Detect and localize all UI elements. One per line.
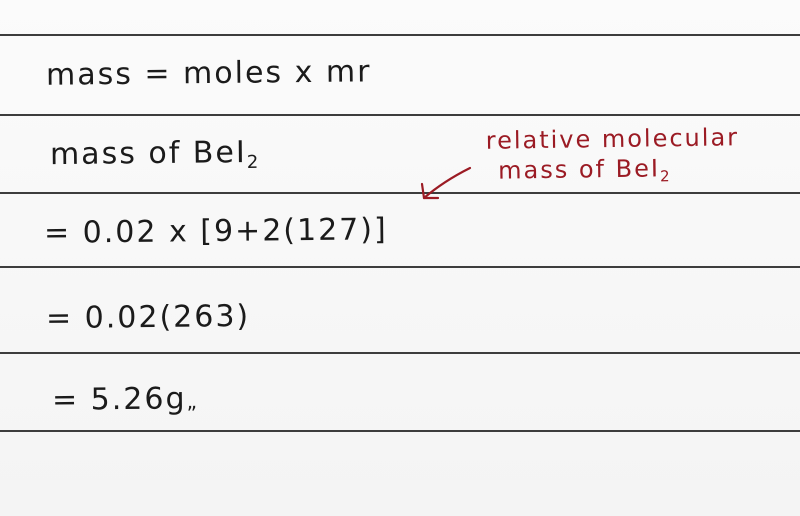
mass-of-text: mass of BeI <box>49 135 247 173</box>
step2-line <box>46 299 250 336</box>
formula-line <box>46 54 372 92</box>
ruled-line <box>0 114 800 116</box>
result-text: = 5.26g <box>51 381 187 418</box>
annotation-line2-wrap <box>486 152 740 194</box>
annotation-line1: relative molecular <box>485 123 740 155</box>
step1-text: = 0.02 x [9+2(127)] <box>43 212 388 251</box>
ruled-line <box>0 430 800 432</box>
step2-text: = 0.02(263) <box>45 298 251 337</box>
annotation-note <box>486 122 740 194</box>
result-line <box>52 381 199 418</box>
formula-text: mass = moles x mr <box>45 54 372 93</box>
ruled-line <box>0 34 800 36</box>
annotation-line2: mass of BeI <box>497 154 661 185</box>
ruled-line <box>0 192 800 194</box>
annotation-arrow-icon <box>414 160 474 206</box>
mass-of-subscript: 2 <box>246 151 259 174</box>
ruled-line <box>0 266 800 268</box>
ruled-line <box>0 352 800 354</box>
step1-line <box>44 212 388 251</box>
result-mark: „ <box>186 389 200 414</box>
annotation-subscript: 2 <box>659 167 670 186</box>
mass-of-line <box>50 135 259 175</box>
